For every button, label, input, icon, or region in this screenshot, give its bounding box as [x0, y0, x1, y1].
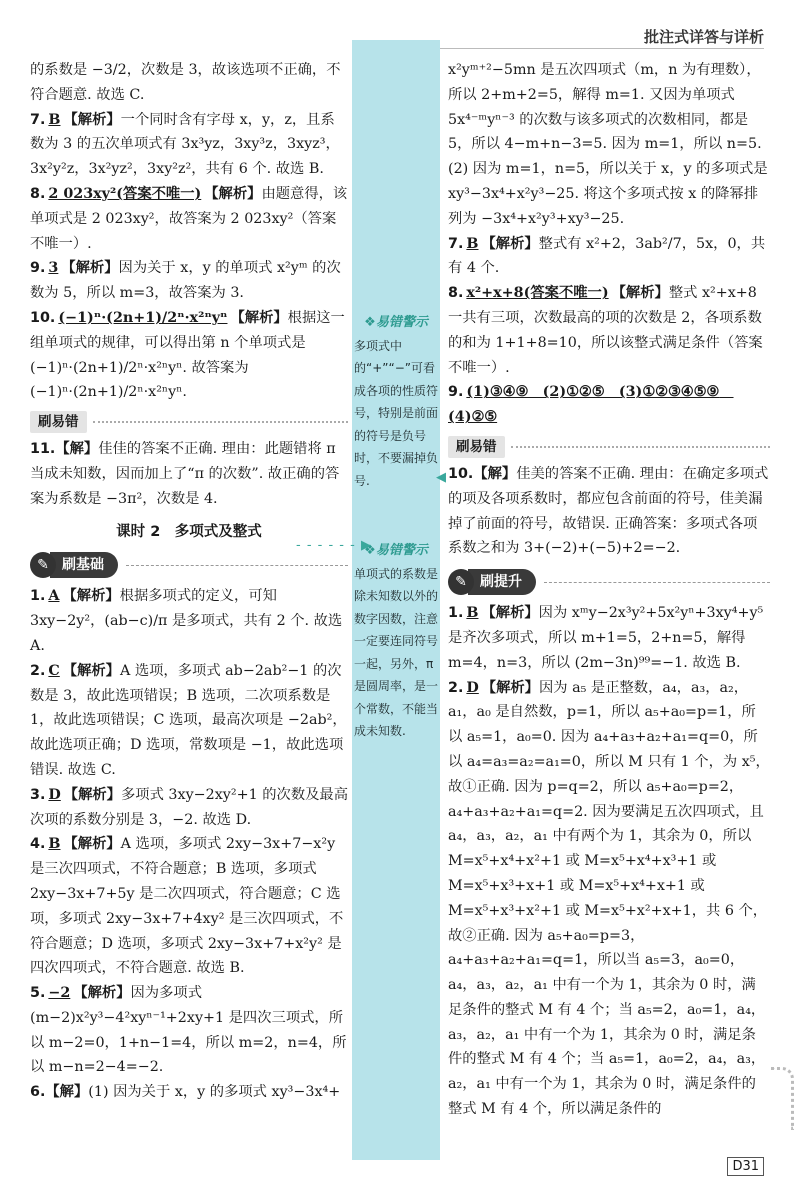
question-item [30, 1080, 348, 1105]
answer: B [48, 836, 61, 853]
analysis-label: 【解】 [55, 441, 99, 458]
explanation: 根据这一组单项式的规律，可以得出第 n 个单项式是 (−1)ⁿ·(2n+1)/2ⁿ·x²ⁿyⁿ. 故答案为 (−1)ⁿ·(2n+1)/2ⁿ·x²ⁿyⁿ. [30, 309, 345, 401]
analysis-label: 【解析】 [481, 679, 539, 696]
question-number: 3. [30, 786, 46, 803]
section-divider [93, 421, 349, 423]
question-item [30, 832, 348, 981]
question-item [30, 659, 348, 783]
section-band-label: 刷基础 [50, 552, 118, 578]
left-column [30, 58, 348, 1105]
question-number: 7. [448, 235, 464, 252]
question-number: 2. [448, 679, 464, 696]
section-band-label: 刷提升 [468, 569, 536, 595]
explanation: 因为 a₅ 是正整数，a₄，a₃，a₂，a₁，a₀ 是自然数，p=1，所以 a₅+a₀=p=1，所以 a₅=1，a₀=0. 因为 a₄+a₃+a₂+a₁=q=0，所以 a₄=a₃=a₂=a₁=0，所以 M 只有 1 个，为 x⁵，故①正确. 因为 p=q=2，所以 a₅+a₀=p=2，a₄+a₃+a₂+a₁=q=2. 因为要满足五次四项式，且 a₄，a₃，a₂，a₁ 中有两个为 1，其余为 0，所以 M=x⁵+x⁴+x²+1 或 M=x⁵+x⁴+x³+1 或 M=x⁵+x³+x+1 或 M=x⁵+x⁴+x+1 或 M=x⁵+x³+x²+1 或 M=x⁵+x²+x+1，共 6 个，故②正确. 因为 a₅+a₀=p=3，a₄+a₃+a₂+a₁=q=1，所以当 a₅=3，a₀=0，a₄，a₃，a₂，a₁ 中有一个为 1，其余为 0 时，满足条件的整式 M 有 4 个；当 a₅=2，a₀=1，a₄，a₃，a₂，a₁ 中有一个为 1，其余为 0 时，满足条件的整式 M 有 4 个；当 a₅=1，a₀=2，a₄，a₃，a₂，a₁ 中有一个为 1，其余为 0 时，满足条件的整式 M 有 4 个，所以满足条件的 [448, 679, 770, 1118]
analysis-label: 【解析】 [63, 836, 121, 853]
warning-note-2 [354, 540, 438, 743]
question-number: 5. [30, 985, 46, 1002]
question-item [448, 380, 770, 430]
question-number: 1. [30, 588, 46, 605]
answer: (1)③④⑨ (2)①②⑤ (3)①②③④⑤⑨ (4)②⑤ [448, 384, 734, 426]
warning-note-title: ❖ 易错警示 [354, 312, 438, 335]
question-item [448, 462, 770, 561]
question-item [30, 981, 348, 1080]
analysis-label: 【解析】 [481, 235, 539, 252]
question-number: 10. [30, 309, 56, 326]
question-number: 1. [448, 605, 464, 622]
question-item [30, 783, 348, 833]
question-item [448, 232, 770, 282]
explanation: (1) 因为关于 x，y 的多项式 xy³−3x⁴+ [88, 1084, 341, 1101]
answer: 3 [48, 260, 59, 277]
analysis-label: 【解析】 [230, 309, 288, 326]
answer: C [48, 662, 60, 679]
section-band [30, 552, 348, 578]
paragraph: x²yᵐ⁺²−5mn 是五次四项式（m，n 为有理数），所以 2+m+2=5，解得 m=1. 又因为单项式 5x⁴⁻ᵐyⁿ⁻³ 的次数与该多项式的次数相同，都是 5，所以 4−m+n−3=5. 因为 m=1，所以 n=5. [448, 62, 762, 153]
warning-note-text: 多项式中的“+”“−”可看成各项的性质符号，特别是前面的符号是负号时，不要漏掉负号. [354, 338, 439, 488]
explanation: 因为 xᵐy−2x³y²+5x²yⁿ+3xy⁴+y⁵ 是齐次多项式，所以 m+1=5，2+n=5，解得 m=4，n=3，所以 (2m−3n)⁹⁹=−1. 故选 B. [448, 605, 764, 671]
analysis-label: 【解析】 [611, 285, 669, 302]
answer: B [48, 111, 61, 128]
question-number: 7. [30, 111, 46, 128]
analysis-label: 【解】 [473, 465, 517, 482]
question-number: 4. [30, 836, 46, 853]
explanation: 因为关于 x，y 的单项式 x²yᵐ 的次数为 5，所以 m=3，故答案为 3. [30, 260, 341, 302]
analysis-label: 【解】 [45, 1084, 89, 1101]
section-divider [126, 565, 348, 566]
question-item [30, 584, 348, 658]
answer: D [48, 786, 61, 803]
question-item [448, 281, 770, 380]
warning-note-1 [354, 312, 438, 492]
analysis-label: 【解析】 [61, 260, 119, 277]
page-corner-decoration [771, 1067, 794, 1130]
brush-icon: ✎ [30, 552, 56, 578]
explanation: A 选项，多项式 2xy−3x+7−x²y 是三次四项式，不符合题意；B 选项，多项式 2xy−3x+7+5y 是二次四项式，符合题意；C 选项，多项式 2xy−3x+7+4xy² 是三次四项式，不符合题意；D 选项，多项式 2xy−3x+7+x²y² 是四次四项式，不符合题意. 故选 B. [30, 836, 344, 977]
lesson-title: 课时 2 多项式及整式 [116, 523, 262, 540]
warning-note-text: 单项式的系数是除未知数以外的数字因数，注意一定要连同符号一起，另外，π 是圆周率，是一个常数，不能当成未知数. [354, 566, 439, 738]
section-divider [544, 582, 770, 583]
explanation: 整式 x²+x+8 一共有三项，次数最高的项的次数是 2，各项系数的和为 1+1+8=10，所以该整式满足条件（答案不唯一）. [448, 285, 763, 376]
question-item [448, 601, 770, 675]
explanation: 根据多项式的定义，可知 3xy−2y²，(ab−c)/π 是多项式，共有 2 个. 故选 A. [30, 588, 343, 654]
question-item [30, 108, 348, 182]
explanation: 一个同时含有字母 x，y，z，且系数为 3 的五次单项式有 3x³yz，3xy³z，3xyz³，3x²y²z，3x²yz²，3xy²z²，共有 6 个. 故选 B. [30, 111, 340, 178]
analysis-label: 【解析】 [62, 588, 120, 605]
analysis-label: 【解析】 [204, 185, 262, 202]
question-item [448, 676, 770, 1122]
answer: x²+x+8(答案不唯一) [466, 285, 609, 302]
explanation: 由题意得，该单项式是 2 023xy²，故答案为 2 023xy²（答案不唯一）. [30, 185, 348, 252]
explanation: 因为多项式 (m−2)x²y³−4²xyⁿ⁻¹+2xy+1 是四次三项式，所以 m−2=0，1+n−1=4，所以 m=2，n=4，所以 m−n=2−4=−2. [30, 985, 347, 1076]
question-number: 8. [448, 285, 464, 302]
analysis-label: 【解析】 [73, 985, 131, 1002]
question-number: 10. [448, 465, 474, 482]
section-heading [448, 436, 770, 458]
question-number: 8. [30, 185, 46, 202]
pointer-arrow-icon: - - - - - - ▶ [296, 538, 372, 553]
section-band [448, 569, 770, 595]
question-number: 2. [30, 662, 46, 679]
brush-icon: ✎ [448, 569, 474, 595]
answer: −2 [48, 985, 71, 1002]
answer: A [48, 588, 60, 605]
analysis-label: 【解析】 [63, 111, 121, 128]
question-item [30, 256, 348, 306]
question-number: 9. [448, 384, 464, 401]
paragraph: 的系数是 −3/2，次数是 3，故该选项不正确，不符合题意. 故选 C. [30, 62, 341, 103]
explanation: A 选项，多项式 ab−2ab²−1 的次数是 3，故此选项错误；B 选项，二次项系数是 1，故此选项错误；C 选项，最高次项是 −2ab²，故此选项正确；D 选项，常数项是 −1，故此选项错误. 故选 C. [30, 662, 347, 778]
pointer-arrow-icon: ◀ [436, 470, 447, 485]
analysis-label: 【解析】 [62, 662, 120, 679]
paragraph: (2) 因为 m=1，n=5，所以关于 x，y 的多项式是 xy³−3x⁴+x²y³−25. 将这个多项式按 x 的降幂排列为 −3x⁴+x²y³+xy³−25. [448, 161, 768, 227]
answer: 2 023xy²(答案不唯一) [48, 185, 202, 202]
analysis-label: 【解析】 [481, 605, 539, 622]
question-item [30, 437, 348, 511]
page-header: 批注式详答与详析 [643, 28, 764, 46]
section-label: 刷易错 [30, 411, 87, 433]
page-number: D31 [727, 1157, 764, 1176]
section-heading [30, 411, 348, 433]
question-number: 9. [30, 260, 46, 277]
explanation: 佳美的答案不正确. 理由：在确定多项式的项及各项系数时，都应包含前面的符号，佳美漏掉了前面的符号，故错误. 正确答案：多项式各项系数之和为 3+(−2)+(−5)+2=−2. [448, 465, 769, 557]
answer: B [466, 235, 479, 252]
right-column [448, 58, 770, 1122]
explanation: 整式有 x²+2，3ab²/7，5x，0，共有 4 个. [448, 235, 766, 277]
analysis-label: 【解析】 [63, 786, 121, 803]
answer: D [466, 679, 479, 696]
section-label: 刷易错 [448, 436, 505, 458]
question-item [30, 182, 348, 256]
question-number: 11. [30, 441, 56, 458]
explanation: 佳佳的答案不正确. 理由：此题错将 π 当成未知数，因而加上了“π 的次数”. 故正确的答案为系数是 −3π²，次数是 4. [30, 441, 340, 507]
question-number: 6. [30, 1084, 46, 1101]
question-item [30, 306, 348, 405]
answer: B [466, 605, 479, 622]
answer: (−1)ⁿ·(2n+1)/2ⁿ·x²ⁿyⁿ [58, 309, 228, 326]
warning-note-title: ❖ 易错警示 [354, 540, 438, 563]
section-divider [511, 446, 771, 448]
explanation: 多项式 3xy−2xy²+1 的次数及最高次项的系数分别是 3，−2. 故选 D. [30, 786, 349, 828]
